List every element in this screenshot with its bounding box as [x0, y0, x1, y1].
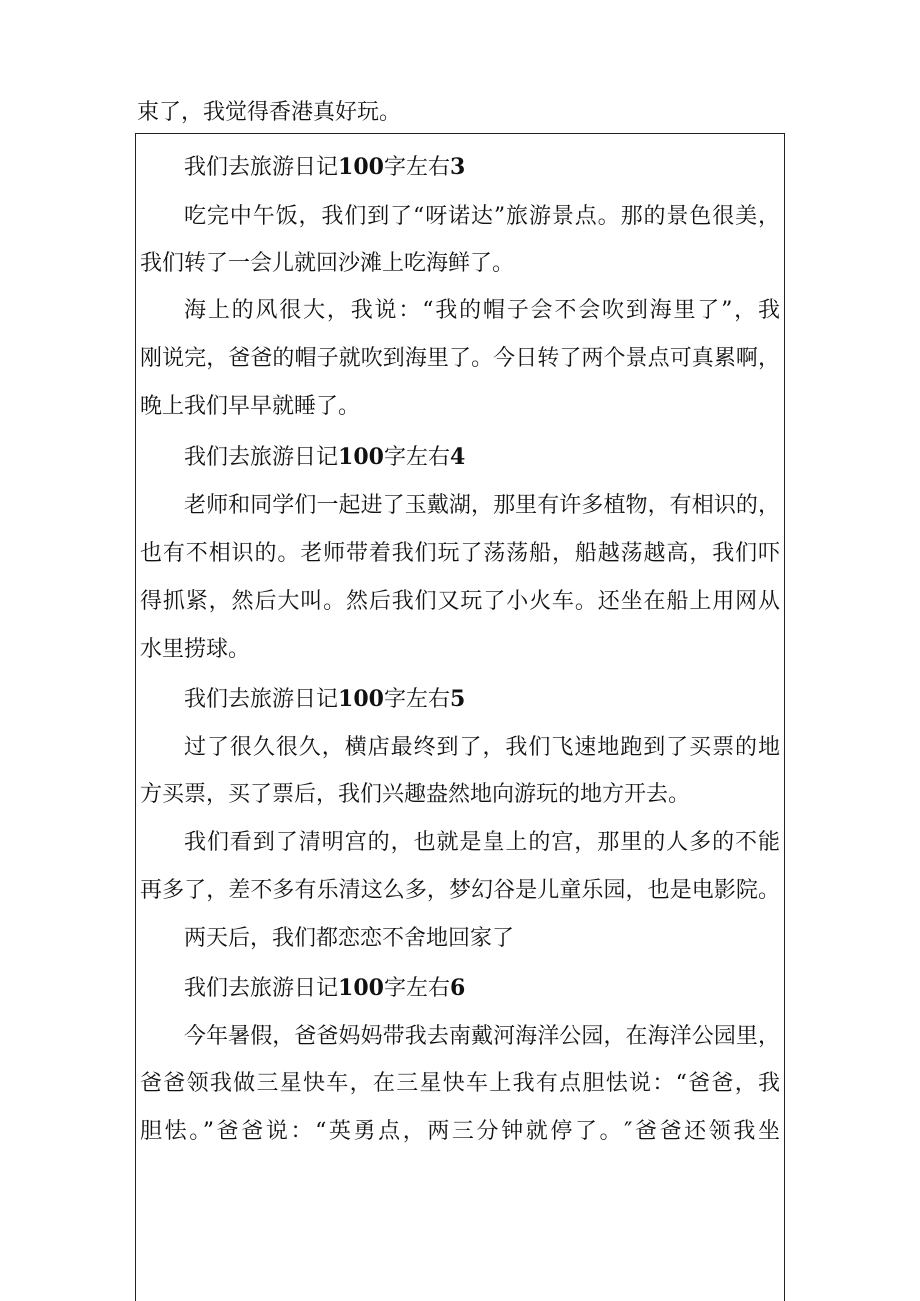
paragraph-line: 我们转了一会儿就回沙滩上吃海鲜了。: [140, 251, 515, 276]
paragraph-line: 晚上我们早早就睡了。: [140, 394, 361, 419]
diary-table-cell: [135, 133, 785, 1301]
paragraph-line: 再多了，差不多有乐清这么多，梦幻谷是儿童乐园，也是电影院。: [140, 878, 780, 903]
paragraph-line: 爸爸领我做三星快车，在三星快车上我有点胆怯说：“爸爸，我: [140, 1071, 780, 1096]
paragraph-line: 水里捞球。: [140, 637, 251, 662]
section-heading-4: 我们去旅游日记100字左右4: [184, 444, 466, 470]
paragraph-line: 今年暑假，爸爸妈妈带我去南戴河海洋公园，在海洋公园里，: [184, 1024, 780, 1049]
paragraph-line: 也有不相识的。老师带着我们玩了荡荡船，船越荡越高，我们吓: [140, 541, 780, 566]
paragraph-line: 得抓紧，然后大叫。然后我们又玩了小火车。还坐在船上用网从: [140, 589, 780, 614]
paragraph-line: 过了很久很久，横店最终到了，我们飞速地跑到了买票的地: [184, 735, 780, 760]
section-heading-5: 我们去旅游日记100字左右5: [184, 686, 466, 712]
paragraph-line: 吃完中午饭，我们到了“呀诺达”旅游景点。那的景色很美，: [184, 204, 780, 229]
previous-section-ending: 束了，我觉得香港真好玩。: [137, 100, 402, 125]
paragraph-line: 我们看到了清明宫的，也就是皇上的宫，那里的人多的不能: [184, 830, 780, 855]
section-heading-6: 我们去旅游日记100字左右6: [184, 975, 466, 1001]
paragraph-line: 两天后，我们都恋恋不舍地回家了: [184, 926, 515, 951]
paragraph-line: 方买票，买了票后，我们兴趣盎然地向游玩的地方开去。: [140, 782, 691, 807]
paragraph-line: 胆怯。”爸爸说：“英勇点，两三分钟就停了。″爸爸还领我坐: [140, 1119, 780, 1144]
section-heading-3: 我们去旅游日记100字左右3: [184, 154, 466, 180]
paragraph-line: 老师和同学们一起进了玉戴湖，那里有许多植物，有相识的，: [184, 493, 780, 518]
paragraph-line: 刚说完，爸爸的帽子就吹到海里了。今日转了两个景点可真累啊，: [140, 346, 780, 371]
paragraph-line: 海上的风很大，我说：“我的帽子会不会吹到海里了”，我: [184, 298, 780, 323]
